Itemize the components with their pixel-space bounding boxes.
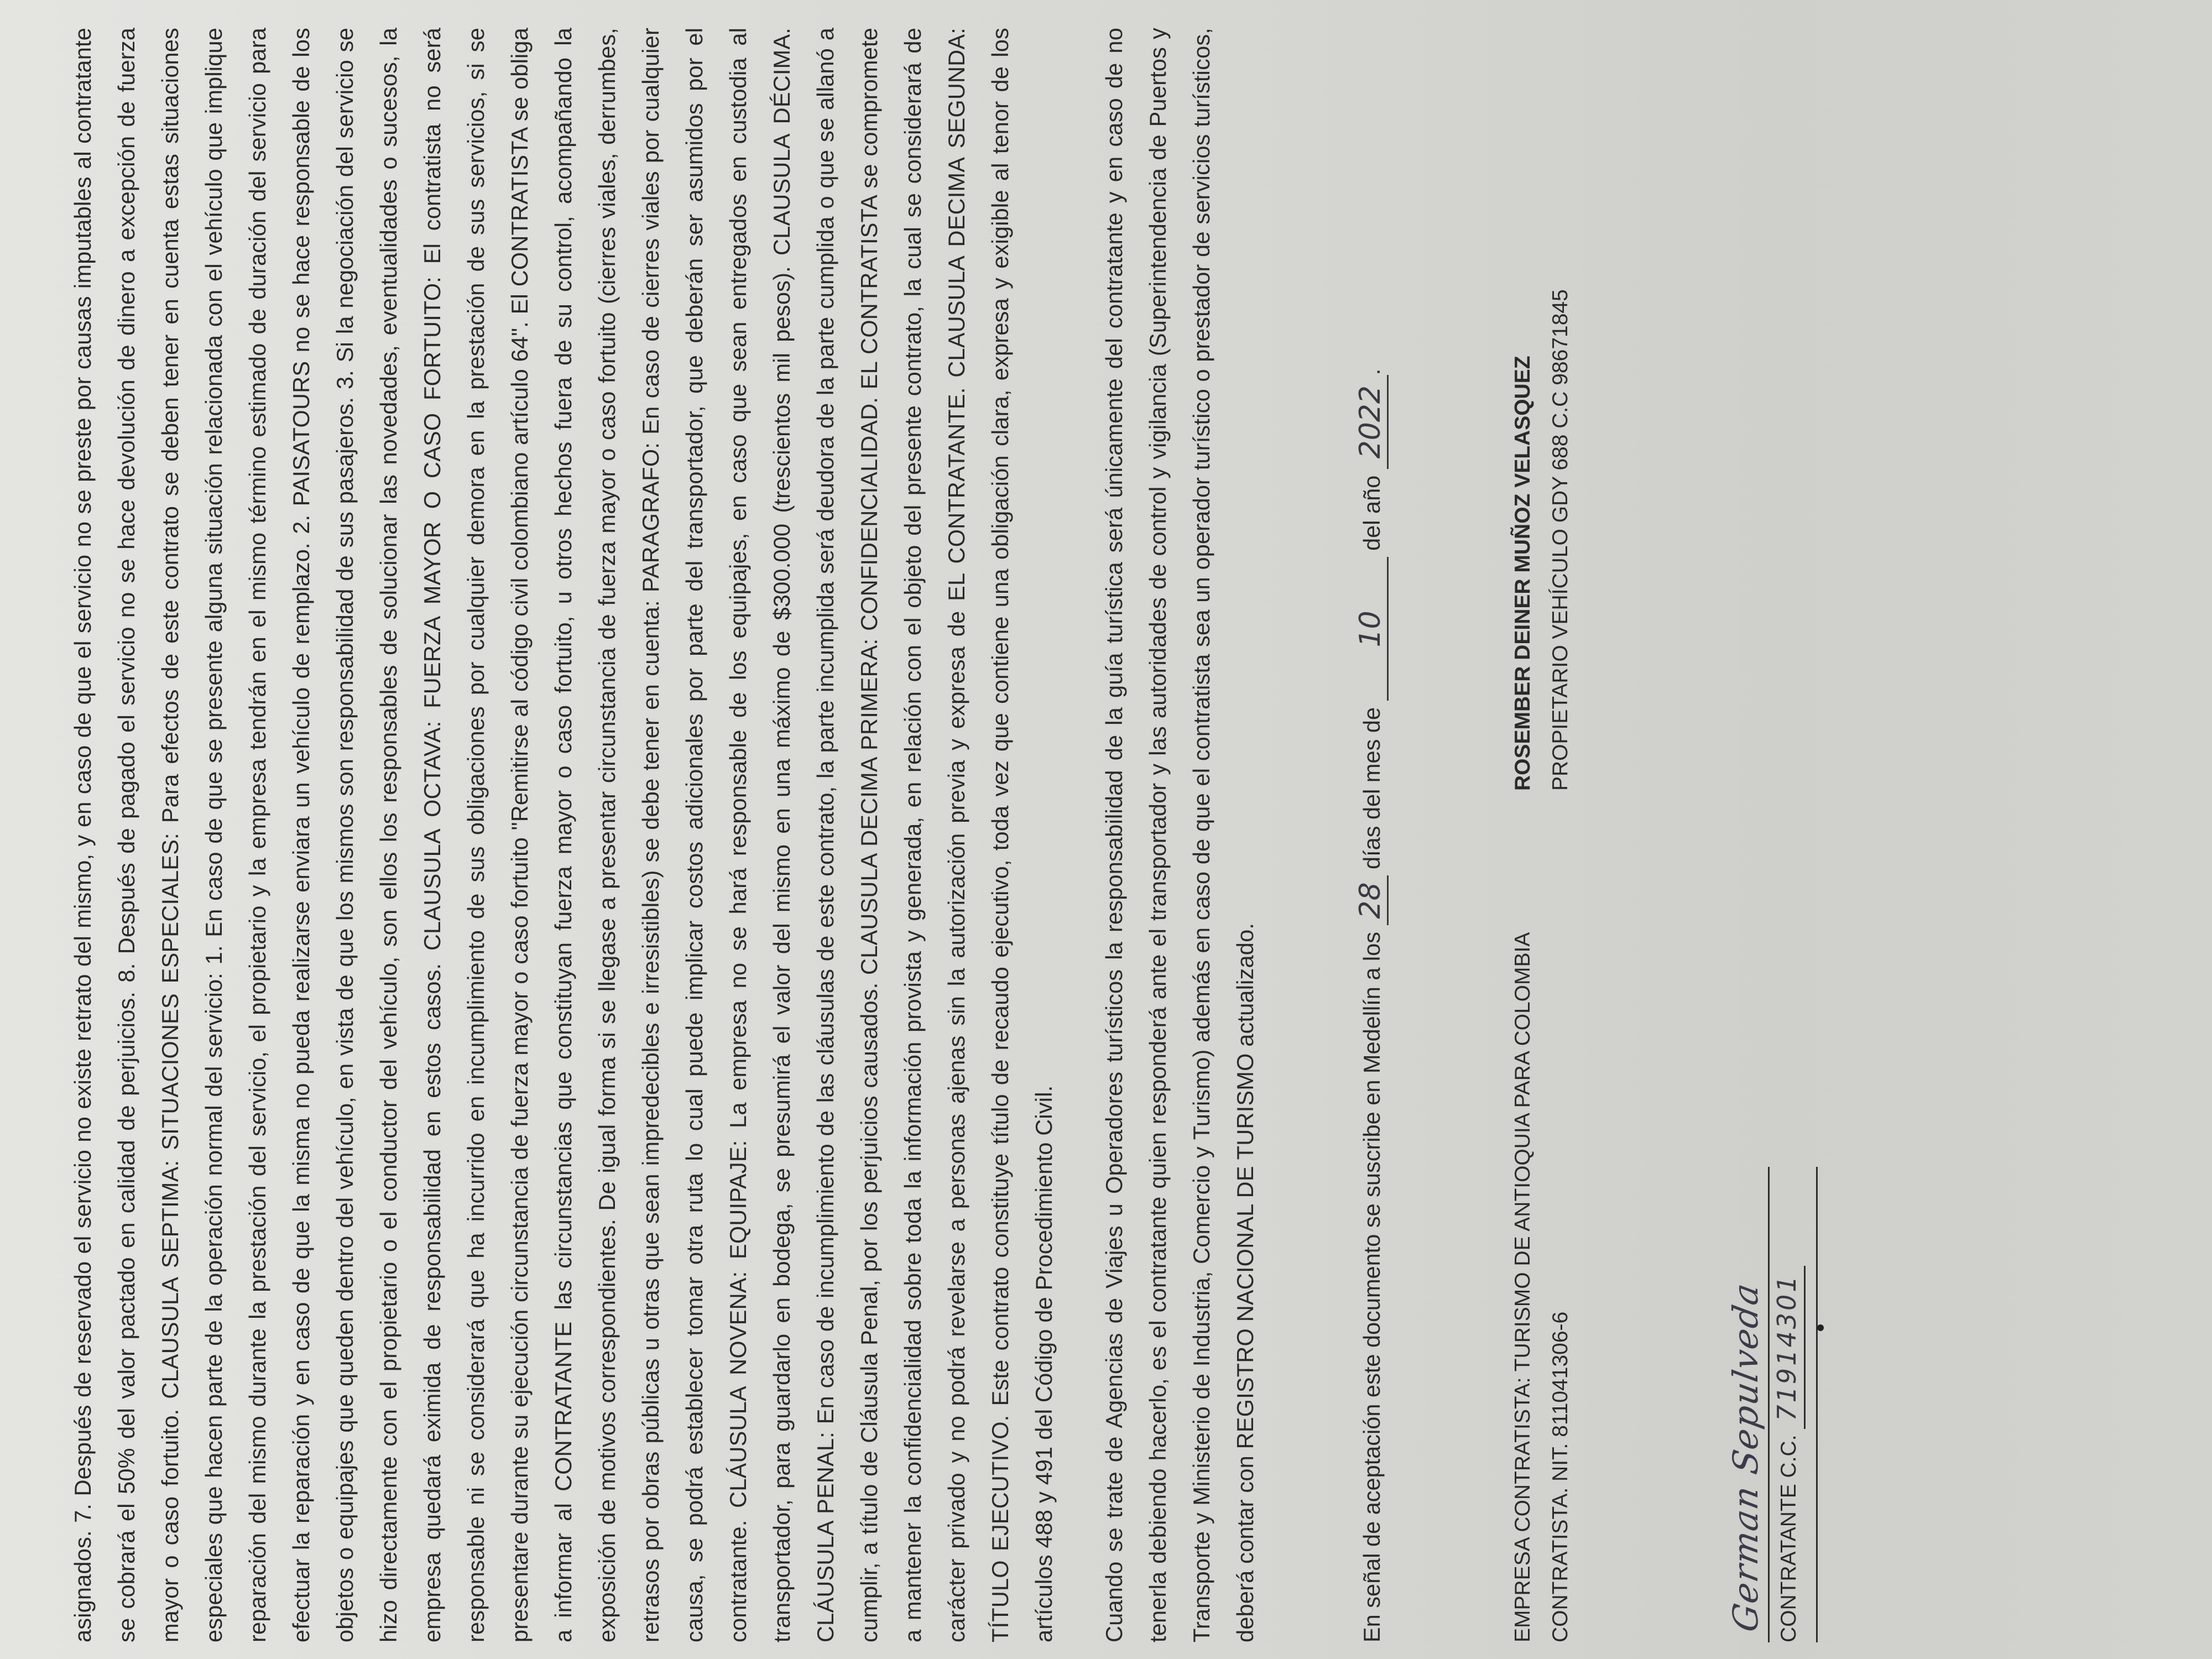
ink-dot [1817,1324,1824,1331]
page-content [61,28,1818,1642]
parties-block [1504,28,1615,1642]
acceptance-suffix: . [1359,368,1385,375]
contratista-company: EMPRESA CONTRATISTA: TURISMO DE ANTIOQUIA PARA COLOMBIA [1511,932,1535,1642]
contratista-info [1504,932,1579,1642]
contratante-label: CONTRATANTE C.C. [1777,1434,1801,1642]
handwritten-year: 2022 [1354,375,1389,469]
tour-operator-paragraph: Cuando se trate de Agencias de Viajes u Operadores turísticos la responsabilidad de la guía turística será únicamente del contratante y en caso de no tenerla debiendo hacerlo, es el contratante quien responderá ante el transportador y las autoridades de control y vigilancia (Superintendencia de Puertos y Transporte y Ministerio de Industria, Comercio y Turismo) además en caso de que el contratista sea un operador turístico o prestador de servicios turísticos, deberá contar con REGISTRO NACIONAL DE TURISMO actualizado. [1101,28,1258,1642]
acceptance-line [1350,28,1394,1642]
acceptance-year-text: del año [1359,475,1385,551]
contratante-signature-block [1725,1089,1818,1642]
handwritten-month: 10 [1354,557,1389,701]
propietario-name: ROSEMBER DEINER MUÑOZ VELASQUEZ [1511,356,1535,791]
propietario-info [1504,289,1579,791]
contratista-nit: CONTRATISTA. NIT. 811041306-6 [1548,1311,1572,1642]
handwritten-day: 28 [1354,875,1389,925]
acceptance-prefix: En señal de aceptación este documento se suscribe en Medellín a los [1359,932,1385,1642]
handwritten-signature: German Sepulveda [1725,1279,1766,1635]
contratante-cc-row [1770,1089,1806,1642]
handwritten-cc-number: 71914301 [1770,1266,1806,1428]
propietario-vehicle: PROPIETARIO VEHÍCULO GDY 688 C.C 98671845 [1548,289,1572,791]
acceptance-days-text: días del mes de [1359,707,1385,869]
second-signature-line [1816,1167,1818,1642]
clauses-paragraph: asignados. 7. Después de reservado el servicio no existe retrato del mismo, y en caso de que el servicio no se preste por causas imputables al contratante se cobrará el 50% del valor pactado en calidad de perjuicios. 8. Después de pagado el servicio no se hace devolución de dinero a excepción de fuerza mayor o caso fortuito. CLAUSULA SEPTIMA: SITUACIONES ESPECIALES: Para efectos de este contrato se deben tener en cuenta estas situaciones especiales que hacen parte de la operación normal del servicio: 1. En caso de que se presente alguna situación relacionada con el vehículo que implique reparación del mismo durante la prestación del servicio, el propietario y la empresa tendrán en el mismo término estimado de duración del servicio para efectuar la reparación y en caso de que la misma no pueda realizarse enviara un vehículo de remplazo. 2. PAISATOURS no se hace responsable de los objetos o equipajes que queden dentro del vehículo, en vista de que los mismos son responsabilidad de sus pasajeros. 3. Si la negociación del servicio se hizo directamente con el propietario o el conductor del vehículo, son ellos los responsables de solucionar las novedades, eventualidades o sucesos, la empresa quedará eximida de responsabilidad en estos casos. CLAUSULA OCTAVA: FUERZA MAYOR O CASO FORTUITO: El contratista no será responsable ni se considerará que ha incurrido en incumplimiento de sus obligaciones por cualquier demora en la prestación de sus servicios, si se presentare durante su ejecución circunstancia de fuerza mayor o caso fortuito "Remitirse al código civil colombiano artículo 64". El CONTRATISTA se obliga a informar al CONTRATANTE las circunstancias que constituyan fuerza mayor o caso fortuito, u otros hechos fuera de su control, acompañando la exposición de motivos correspondientes. De igual forma si se llegase a presentar circunstancia de fuerza mayor o caso fortuito (cierres viales, derrumbes, retrasos por obras públicas u otras que sean impredecibles e irresistibles) se debe tener en cuenta: PARAGRAFO: En caso de cierres viales por cualquier causa, se podrá establecer tomar otra ruta lo cual puede implicar costos adicionales por parte del transportador, que deberán ser asumidos por el contratante. CLÁUSULA NOVENA: EQUIPAJE: La empresa no se hará responsable de los equipajes, en caso que sean entregados en custodia al transportador, para guardarlo en bodega, se presumirá el valor del mismo en una máximo de $300.000 (trescientos mil pesos). CLAUSULA DÉCIMA. CLÁUSULA PENAL: En caso de incumplimiento de las cláusulas de este contrato, la parte incumplida será deudora de la parte cumplida o que se allanó a cumplir, a título de Cláusula Penal, por los perjuicios causados. CLAUSULA DECIMA PRIMERA: CONFIDENCIALIDAD. EL CONTRATISTA se compromete a mantener la confidencialidad sobre toda la información provista y generada, en relación con el objeto del presente contrato, la cual se considerará de carácter privado y no podrá revelarse a personas ajenas sin la autorización previa y expresa de EL CONTRATANTE. CLAUSULA DECIMA SEGUNDA: TÍTULO EJECUTIVO. Este contrato constituye título de recaudo ejecutivo, toda vez que contiene una obligación clara, expresa y exigible al tenor de los artículos 488 y 491 del Código de Procedimiento Civil. [70,28,1057,1642]
